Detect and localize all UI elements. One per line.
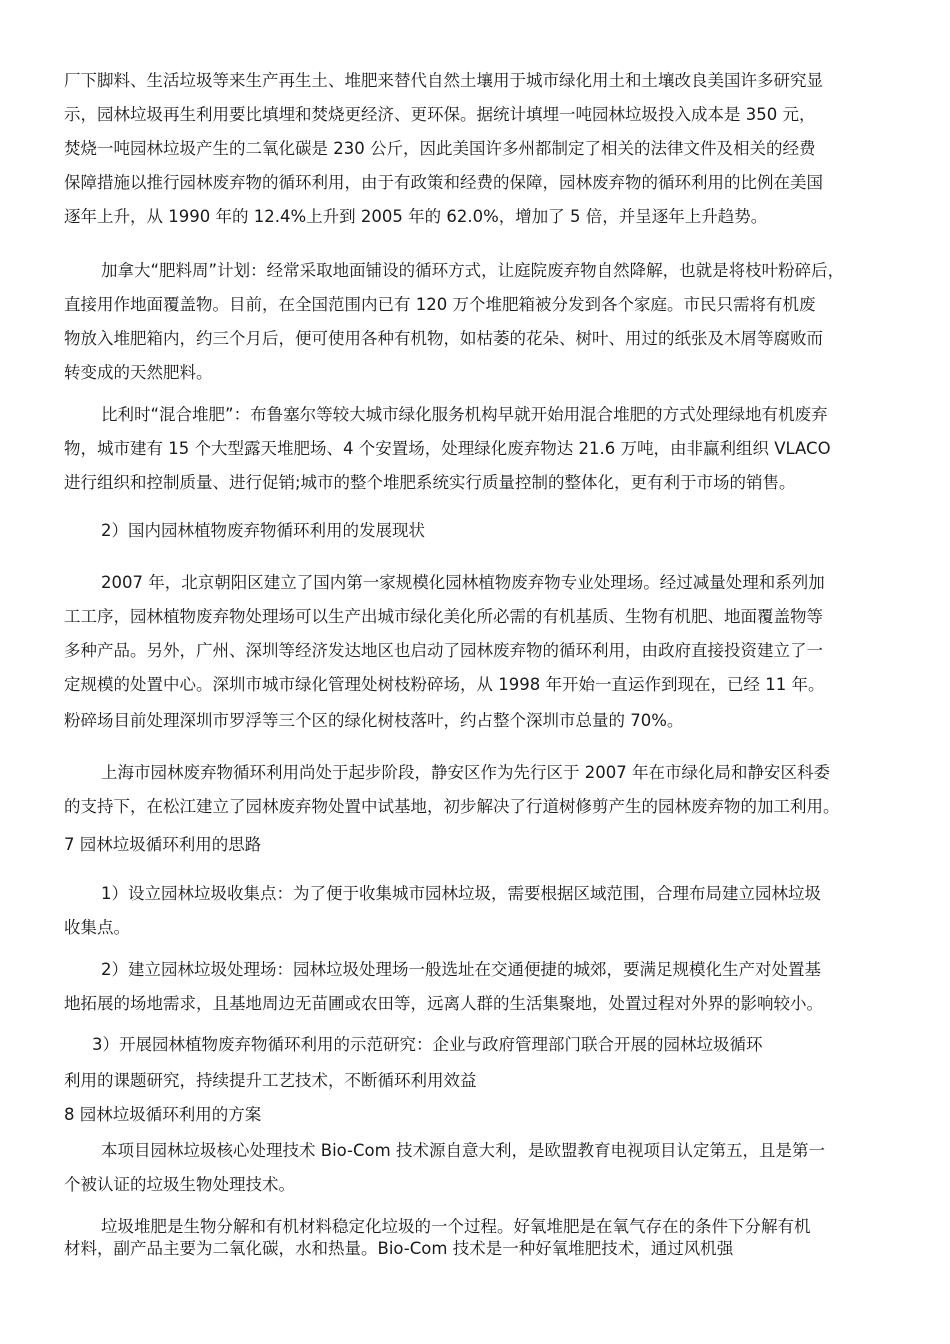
body-text-line: 的支持下，在松江建立了园林废弃物处置中试基地，初步解决了行道树修剪产生的园林废弃物的加工利用。	[64, 797, 840, 816]
paragraph-belgium-start: 比利时“混合堆肥”：布鲁塞尔等较大城市绿化服务机构早就开始用混合堆肥的方式处理绿地有机废弃	[101, 405, 828, 424]
section-heading-8: 8 园林垃圾循环利用的方案	[64, 1105, 262, 1124]
body-text-line: 焚烧一吨园林垃圾产生的二氧化碳是 230 公斤，因此美国许多州都制定了相关的法律文件及相关的经费	[64, 139, 816, 158]
paragraph-biocom-start: 本项目园林垃圾核心处理技术 Bio-Com 技术源自意大利，是欧盟教育电视项目认定第五，且是第一	[101, 1141, 825, 1160]
paragraph-shanghai-start: 上海市园林废弃物循环利用尚处于起步阶段，静安区作为先行区于 2007 年在市绿化局和静安区科委	[101, 763, 830, 782]
body-text-line: 工工序，园林植物废弃物处理场可以生产出城市绿化美化所必需的有机基质、生物有机肥、地面覆盖物等	[64, 607, 823, 626]
list-item-2: 2）建立园林垃圾处理场：园林垃圾处理场一般选址在交通便捷的城郊，要满足规模化生产对处置基	[101, 960, 821, 979]
body-text-line: 转变成的天然肥料。	[64, 363, 213, 382]
body-text-line: 粉碎场目前处理深圳市罗浮等三个区的绿化树枝落叶，约占整个深圳市总量的 70%。	[64, 711, 684, 730]
body-text-line: 进行组织和控制质量、进行促销;城市的整个堆肥系统实行质量控制的整体化，更有利于市场的销售。	[64, 473, 796, 492]
body-text-line: 直接用作地面覆盖物。目前，在全国范围内已有 120 万个堆肥箱被分发到各个家庭。市民只需将有机废	[64, 295, 816, 314]
list-item-1: 1）设立园林垃圾收集点：为了便于收集城市园林垃圾，需要根据区域范围，合理布局建立园林垃圾	[101, 884, 821, 903]
body-text-line: 示，园林垃圾再生利用要比填埋和焚烧更经济、更环保。据统计填埋一吨园林垃圾投入成本是 350 元，	[64, 105, 816, 124]
section-heading-7: 7 园林垃圾循环利用的思路	[64, 835, 262, 854]
body-text-line: 个被认证的垃圾生物处理技术。	[64, 1175, 295, 1194]
paragraph-canada-start: 加拿大“肥料周”计划：经常采取地面铺设的循环方式，让庭院废弃物自然降解，也就是将枝叶粉碎后，	[101, 261, 845, 280]
body-text-line: 收集点。	[64, 918, 130, 937]
paragraph-composting-start: 垃圾堆肥是生物分解和有机材料稳定化垃圾的一个过程。好氧堆肥是在氧气存在的条件下分解有机	[101, 1217, 811, 1236]
body-text-line: 保障措施以推行园林废弃物的循环利用，由于有政策和经费的保障，园林废弃物的循环利用的比例在美国	[64, 173, 823, 192]
body-text-line: 利用的课题研究，持续提升工艺技术，不断循环利用效益	[64, 1071, 477, 1090]
body-text-line: 多种产品。另外，广州、深圳等经济发达地区也启动了园林废弃物的循环利用，由政府直接投资建立了一	[64, 641, 823, 660]
subheading-domestic-status: 2）国内园林植物废弃物循环利用的发展现状	[101, 521, 425, 540]
body-text-line: 地拓展的场地需求，且基地周边无苗圃或农田等，远离人群的生活集聚地，处置过程对外界的影响较小。	[64, 994, 823, 1013]
body-text-line: 定规模的处置中心。深圳市城市绿化管理处树枝粉碎场，从 1998 年开始一直运作到现在，已经 11 年。	[64, 675, 825, 694]
body-text-line: 材料，副产品主要为二氧化碳，水和热量。Bio-Com 技术是一种好氧堆肥技术，通过风机强	[64, 1239, 734, 1258]
paragraph-beijing-start: 2007 年，北京朝阳区建立了国内第一家规模化园林植物废弃物专业处理场。经过减量处理和系列加	[101, 573, 825, 592]
body-text-line: 物，城市建有 15 个大型露天堆肥场、4 个安置场，处理绿化废弃物达 21.6 万吨，由非赢利组织 VLACO	[64, 439, 831, 458]
body-text-line: 逐年上升，从 1990 年的 12.4%上升到 2005 年的 62.0%，增加了 5 倍，并呈逐年上升趋势。	[64, 207, 768, 226]
body-text-line: 厂下脚料、生活垃圾等来生产再生土、堆肥来替代自然土壤用于城市绿化用土和土壤改良美国许多研究显	[64, 71, 823, 90]
list-item-3: 3）开展园林植物废弃物循环利用的示范研究：企业与政府管理部门联合开展的园林垃圾循环	[92, 1035, 763, 1054]
body-text-line: 物放入堆肥箱内，约三个月后，便可使用各种有机物，如枯萎的花朵、树叶、用过的纸张及木屑等腐败而	[64, 329, 823, 348]
